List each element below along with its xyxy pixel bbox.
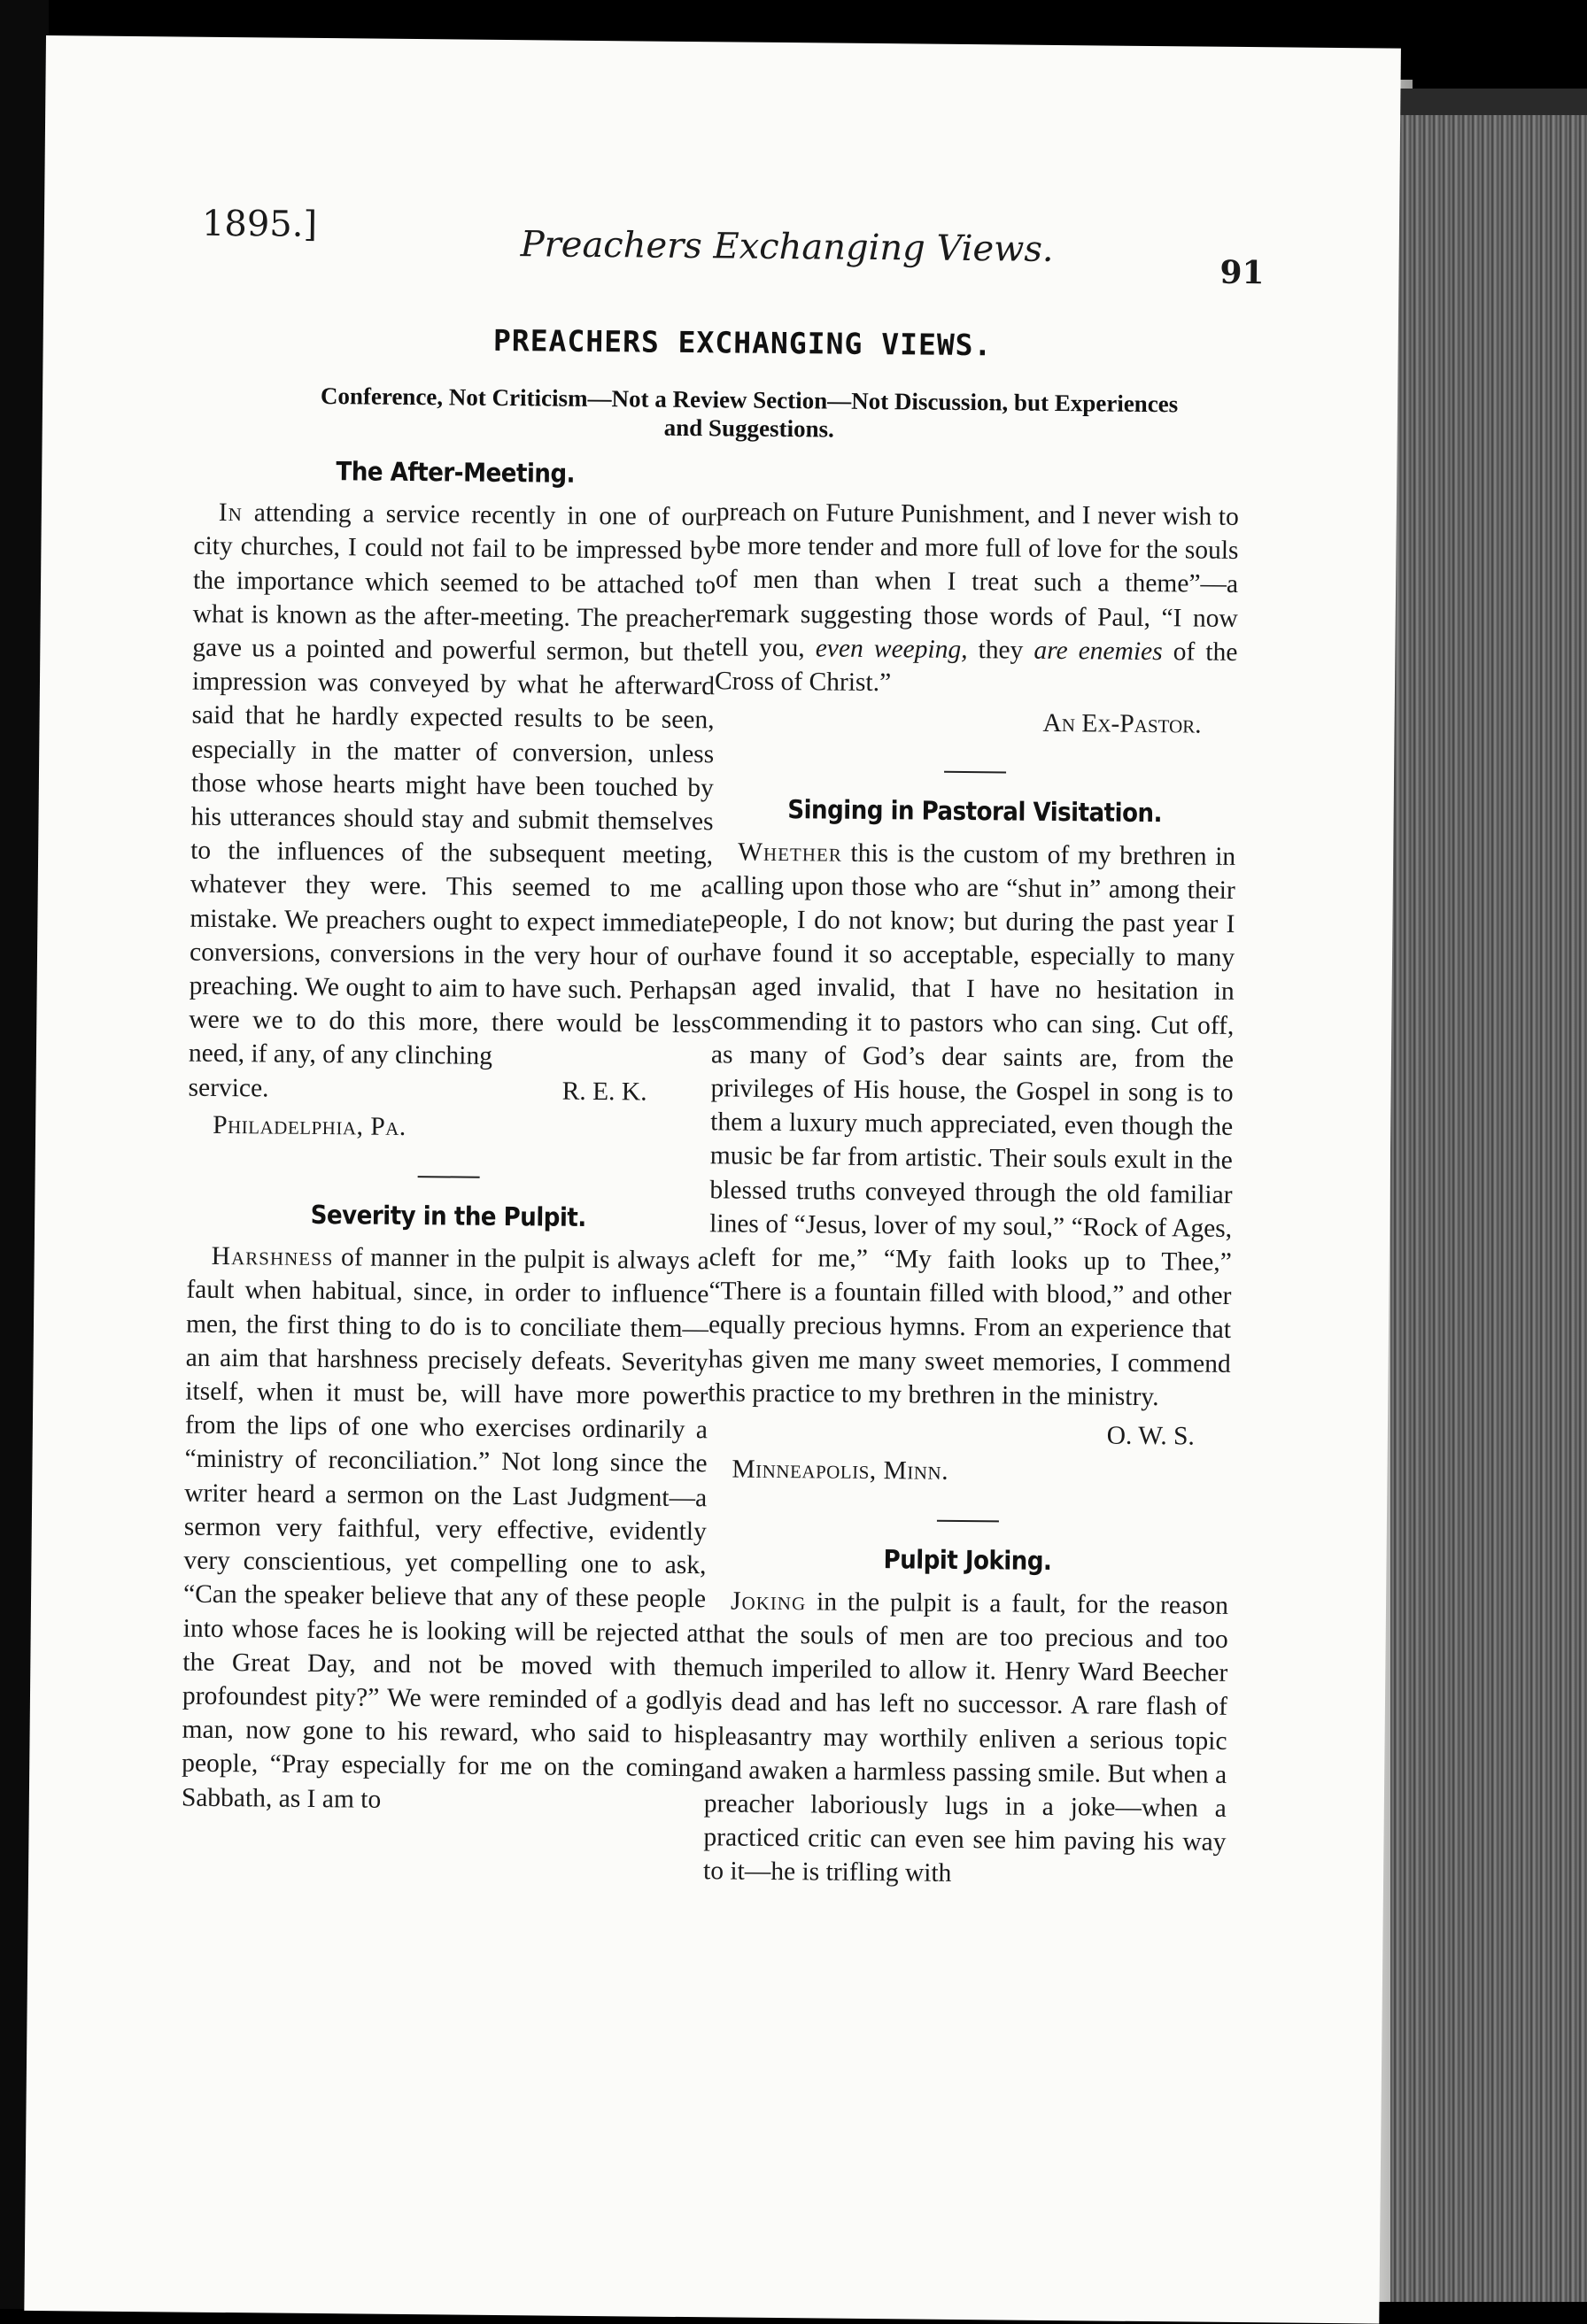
lead-word: Whether: [738, 838, 843, 868]
section-heading-after-meeting: The After-Meeting.: [336, 456, 576, 489]
signature: O. W. S.: [1106, 1421, 1196, 1451]
paragraph-text: of the Cross of Christ.”: [714, 637, 1238, 698]
lead-word: In: [218, 498, 243, 528]
paragraph-text: they: [967, 635, 1034, 665]
signoff-row: [188, 1070, 710, 1109]
subtitle-line-1: Conference, Not Criticism—Not a Review Section—Not Discussion, but Experiences: [320, 382, 1179, 418]
lead-word: Joking: [730, 1587, 807, 1617]
section-heading-singing: Singing in Pastoral Visitation.: [787, 794, 1163, 829]
left-column: [182, 453, 717, 1819]
closing-word: service.: [188, 1073, 269, 1103]
section-divider: [944, 771, 1006, 774]
section-heading-severity: Severity in the Pulpit.: [310, 1199, 586, 1232]
paragraph-severity: [182, 1239, 709, 1819]
book-page: [24, 35, 1401, 2324]
paragraph-text: preach on Future Punishment, and I never wish to be more tender and more full of love for the souls of men than when I treat such a theme”—a remark suggesting those words of Paul, “I now tell you,: [715, 498, 1239, 663]
place-line: Minneapolis, Minn.: [732, 1455, 949, 1486]
signature: R. E. K.: [561, 1077, 647, 1107]
section-divider: [937, 1520, 999, 1523]
section-divider: [418, 1176, 480, 1178]
signature: An Ex-Pastor.: [1042, 709, 1202, 739]
header-year: 1895.]: [201, 203, 318, 245]
paragraph-text: this is the custom of my brethren in calling upon those who are “shut in” among their people, I do not know; but during the past year I have found it so acceptable, especially to many an aged invalid, that I have no hesitation in commending it to pastors who can sing. Cut off, as many of God’s dear saints are, from the privileges of His house, the Gospel in song is to them a luxury much appreciated, even though the music be far from artistic. Their souls exult in the blessed truths conveyed through the old familiar lines of “Jesus, lover of my soul,” “Rock of Ages, cleft for me,” “My faith looks up to Thee,” “There is a fountain filled with blood,” and other equally precious hymns. From an experience that has given me many sweet memories, I commend this practice to my brethren in the ministry.: [708, 838, 1236, 1412]
paragraph-text: attending a service recently in one of our city churches, I could not fail to be impressed by the importance which seemed to be attached to what is known as the after-meeting. The preacher gave us a pointed and powerful sermon, but the impression was conveyed by what he afterward said that he hardly expected results to be seen, especially in the matter of conversion, unless those whose hearts might have been touched by his utterances should stay and submit themselves to the influences of the subsequent meeting, whatever they were. This seemed to me a mistake. We preachers ought to expect immediate conversions, conversions in the very hour of our preaching. We ought to aim to have such. Perhaps were we to do this more, there would be less need, if any, of any clinching: [188, 498, 716, 1071]
lead-word: Harshness: [211, 1242, 334, 1272]
paragraph-joking: [703, 1584, 1228, 1893]
italic-text: even weeping,: [815, 634, 968, 664]
paragraph-singing: [708, 835, 1235, 1415]
book-page-stack: [1390, 89, 1587, 2302]
paragraph-severity-continued: [715, 495, 1239, 703]
paragraph-text: of manner in the pulpit is always a fault when habitual, since, in order to influence men, the first thing to do is to conciliate them—an aim that harshness precisely defeats. Severity itself, when it must be, will have more power from the lips of one who exercises ordinarily a “ministry of reconciliation.” Not long since the writer heard a sermon on the Last Judgment—a sermon very faithful, very effective, evidently very conscientious, yet compelling one to ask, “Can the speaker believe that any of these people into whose faces he is looking will be rejected at the Great Day, and not be moved with the profoundest pity?” We were reminded of a godly man, now gone to his reward, who said to his people, “Pray especially for me on the coming Sabbath, as I am to: [181, 1243, 709, 1814]
subtitle-line-2: and Suggestions.: [663, 413, 834, 443]
italic-text: are enemies: [1033, 636, 1163, 666]
paragraph-after-meeting: [189, 496, 716, 1076]
header-running-title: Preachers Exchanging Views.: [520, 224, 1054, 270]
place-line: Philadelphia, Pa.: [213, 1110, 406, 1141]
right-column: [703, 495, 1239, 1893]
section-heading-joking: Pulpit Joking.: [883, 1544, 1052, 1577]
article-title: PREACHERS EXCHANGING VIEWS.: [492, 322, 993, 363]
paragraph-text: in the pulpit is a fault, for the reason that the souls of men are too precious and too much imperiled to allow it. Henry Ward Beecher is dead and has left no successor. A rare flash of pleasantry may worthily enliven a serious topic and awaken a harmless passing smile. But when a preacher laboriously lugs in a joke—when a practiced critic can even see him paving his way to it—he is trifling with: [702, 1587, 1229, 1888]
book-top-edge: [1382, 89, 1587, 115]
page-number: 91: [1219, 253, 1265, 292]
running-head: [201, 168, 1266, 292]
article-subtitle: [227, 381, 1273, 447]
